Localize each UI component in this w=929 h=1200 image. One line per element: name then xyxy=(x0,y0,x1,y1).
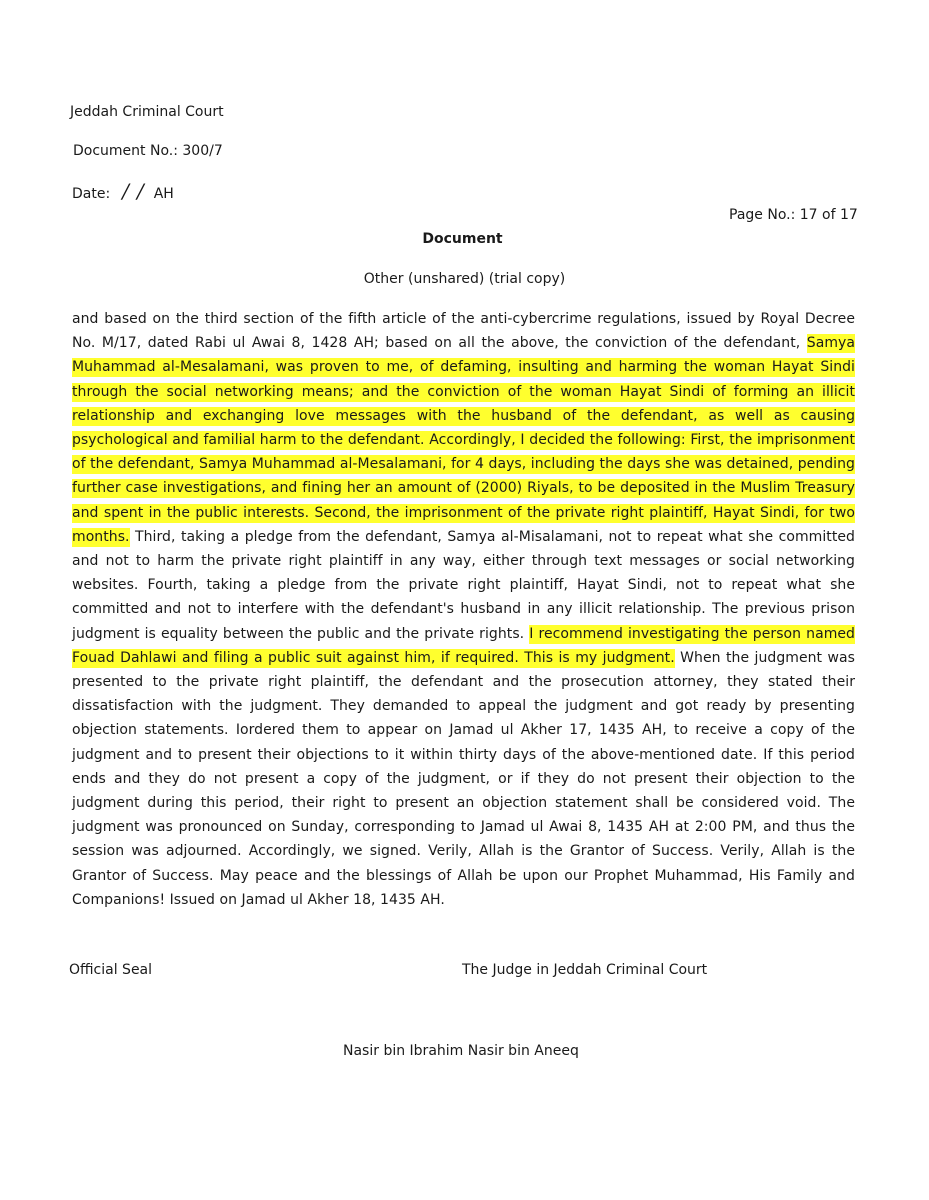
date-separator: / xyxy=(136,179,144,203)
date-line xyxy=(72,180,174,205)
document-number: Document No.: 300/7 xyxy=(73,143,223,159)
highlighted-text: Samya Muhammad al-Mesalamani, was proven to me, of defaming, insulting and harming the woman Hayat Sindi through the social networking means; and the conviction of the woman Hayat Sindi of forming an illicit relationship and exchanging love messages with the husband of the defendant, as well as causing psychological and familial harm to the defendant. Accordingly, I decided the following: First, the imprisonment of the defendant, Samya Muhammad al-Mesalamani, for 4 days, including the days she was detained, pending further case investigations, and fining her an amount of (2000) Riyals, to be deposited in the Muslim Treasury and spent in the public interests. Second, the imprisonment of the private right plaintiff, Hayat Sindi, for two months. xyxy=(72,335,855,545)
judgment-text-segment: When the judgment was presented to the private right plaintiff, the defendant and the prosecution attorney, they stated their dissatisfaction with the judgment. They demanded to appeal the judgment and got ready by presenting objection statements. Iordered them to appear on Jamad ul Akher 17, 1435 AH, to receive a copy of the judgment and to present their objections to it within thirty days of the above-mentioned date. If this period ends and they do not present a copy of the judgment, or if they do not present their objection to the judgment during this period, their right to present an objection statement shall be considered void. The judgment was pronounced on Sunday, corresponding to Jamad ul Awai 8, 1435 AH at 2:00 PM, and thus the session was adjourned. Accordingly, we signed. Verily, Allah is the Grantor of Success. Verily, Allah is the Grantor of Success. May peace and the blessings of Allah be upon our Prophet Muhammad, His Family and Companions! Issued on Jamad ul Akher 18, 1435 AH. xyxy=(72,649,855,908)
document-subtitle: Other (unshared) (trial copy) xyxy=(363,271,566,287)
page-number: Page No.: 17 of 17 xyxy=(729,207,858,223)
date-era: AH xyxy=(153,186,174,202)
document-title: Document xyxy=(422,231,503,247)
official-seal-label: Official Seal xyxy=(69,962,153,978)
judge-title: The Judge in Jeddah Criminal Court xyxy=(462,962,708,978)
judgment-text xyxy=(72,307,855,912)
judgment-text-segment: and based on the third section of the fifth article of the anti-cybercrime regulations, issued by Royal Decree No. M/17, dated Rabi ul Awai 8, 1428 AH; based on all the above, the conviction of the defendant, xyxy=(72,311,855,352)
date-label: Date: xyxy=(72,186,111,202)
date-separator: / xyxy=(122,179,129,203)
judge-name: Nasir bin Ibrahim Nasir bin Aneeq xyxy=(343,1043,579,1059)
judgment-text-segment: Third, taking a pledge from the defendant, Samya al-Misalamani, not to repeat what she committed and not to harm the private right plaintiff in any way, either through text messages or social networking websites. Fourth, taking a pledge from the private right plaintiff, Hayat Sindi, not to repeat what she committed and not to interfere with the defendant's husband in any illicit relationship. The previous prison judgment is equality between the public and the private rights. xyxy=(72,528,855,642)
court-name: Jeddah Criminal Court xyxy=(70,104,224,120)
highlighted-text: I recommend investigating the person named Fouad Dahlawi and filing a public suit against him, if required. This is my judgment. xyxy=(72,625,855,666)
